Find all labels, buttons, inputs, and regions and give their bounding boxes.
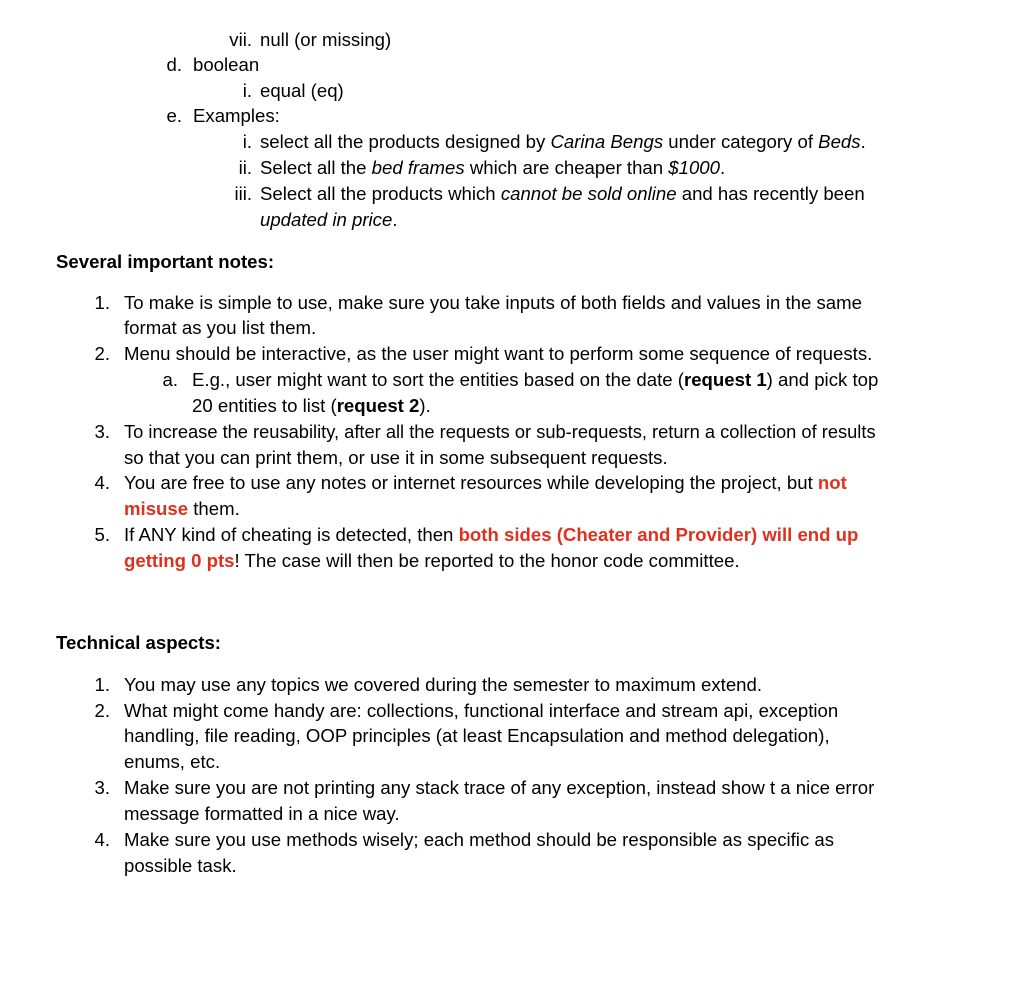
example-item: select all the products designed by Carina Bengs under category of Beds.: [260, 131, 866, 152]
list-item-text: boolean: [193, 54, 260, 75]
list-marker: i.: [242, 80, 252, 101]
list-marker: 3.: [94, 421, 110, 442]
list-marker: 3.: [94, 777, 110, 798]
example-item: Select all the products which cannot be sold online and has recently been: [260, 183, 865, 204]
list-marker: 4.: [94, 472, 110, 493]
list-marker: i.: [242, 131, 252, 152]
technical-item-continued: handling, file reading, OOP principles (at least Encapsulation and method delegation),: [124, 725, 830, 746]
note-subitem-continued: 20 entities to list (request 2).: [192, 395, 431, 416]
technical-item: Make sure you use methods wisely; each method should be responsible as specific as: [124, 829, 835, 850]
list-marker: 4.: [94, 829, 110, 850]
note-item: You are free to use any notes or internet resources while developing the project, but not: [124, 472, 847, 493]
technical-item: Make sure you are not printing any stack trace of any exception, instead show t a nice error: [124, 777, 875, 798]
list-item-text: equal (eq): [260, 80, 344, 101]
list-item-text: null (or missing): [260, 29, 392, 50]
list-item-text: Examples:: [193, 105, 280, 126]
note-item: Menu should be interactive, as the user might want to perform some sequence of requests.: [124, 343, 873, 364]
list-marker: a.: [162, 369, 178, 390]
list-marker: e.: [166, 105, 182, 126]
list-marker: 1.: [94, 292, 110, 313]
note-subitem: E.g., user might want to sort the entities based on the date (request 1) and pick top: [192, 369, 879, 390]
technical-item-continued: message formatted in a nice way.: [124, 803, 400, 824]
note-item: To make is simple to use, make sure you take inputs of both fields and values in the same: [124, 292, 862, 313]
list-marker: ii.: [238, 157, 252, 178]
list-marker: 2.: [94, 343, 110, 364]
example-item: Select all the bed frames which are cheaper than $1000.: [260, 157, 726, 178]
list-marker: vii.: [229, 29, 252, 50]
technical-item: What might come handy are: collections, functional interface and stream api, exception: [124, 700, 839, 721]
list-marker: 5.: [94, 524, 110, 545]
note-item-continued: so that you can print them, or use it in some subsequent requests.: [124, 447, 668, 468]
section-heading-notes: Several important notes:: [56, 251, 275, 272]
technical-item-continued: enums, etc.: [124, 751, 221, 772]
note-item: If ANY kind of cheating is detected, then both sides (Cheater and Provider) will end up: [124, 524, 859, 545]
example-item-continued: updated in price.: [260, 209, 398, 230]
list-marker: 1.: [94, 674, 110, 695]
list-marker: d.: [166, 54, 182, 75]
technical-item: You may use any topics we covered during the semester to maximum extend.: [124, 674, 763, 695]
note-item-continued: getting 0 pts! The case will then be reported to the honor code committee.: [124, 550, 740, 571]
note-item-continued: misuse them.: [124, 498, 240, 519]
list-marker: iii.: [234, 183, 252, 204]
list-marker: 2.: [94, 700, 110, 721]
section-heading-technical: Technical aspects:: [56, 632, 222, 653]
note-item: To increase the reusability, after all the requests or sub-requests, return a collection of results: [124, 421, 876, 442]
technical-item-continued: possible task.: [124, 855, 237, 876]
note-item-continued: format as you list them.: [124, 317, 317, 338]
